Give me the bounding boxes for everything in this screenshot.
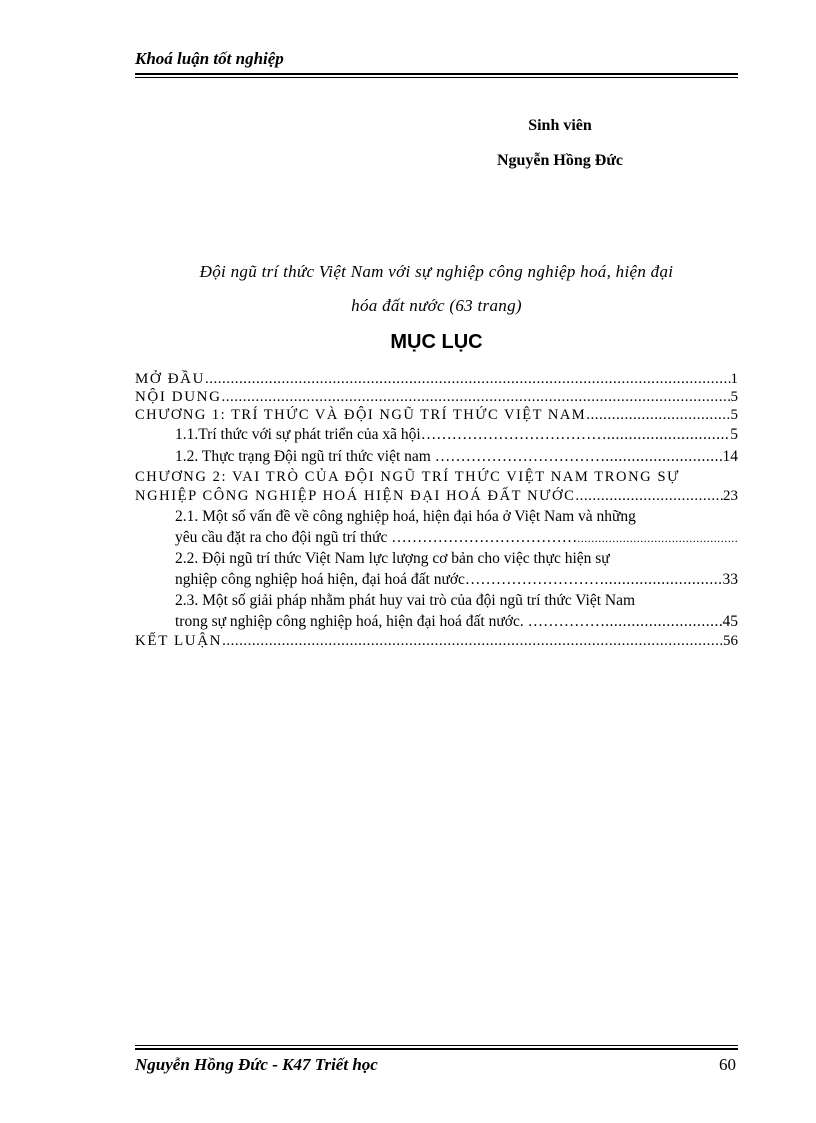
- toc-entry-2-2[interactable]: [135, 548, 738, 590]
- toc-entry-label: 1.2. Thực trạng Đội ngũ trí thức việt nam ……………………………: [175, 448, 606, 465]
- toc-entry-mo-dau[interactable]: [135, 370, 738, 388]
- footer-rule-thick: [135, 1048, 738, 1050]
- toc-heading: MỤC LỤC: [390, 331, 483, 353]
- toc-leader-dots: [604, 569, 722, 590]
- footer-rule-thin: [135, 1045, 738, 1046]
- running-header-title: Khoá luận tốt nghiệp: [135, 49, 284, 68]
- toc-leader-dots: [222, 632, 723, 650]
- toc-entry-label-line-2: NGHIỆP CÔNG NGHIỆP HOÁ HIỆN ĐẠI HOÁ ĐẤT NƯỚC: [135, 488, 576, 504]
- table-of-contents: [135, 370, 738, 650]
- toc-leader-dots: [586, 406, 730, 424]
- toc-entry-chuong-1[interactable]: [135, 406, 738, 424]
- student-name: Nguyễn Hồng Đức: [496, 152, 624, 169]
- toc-entry-label-line-1: 2.3. Một số giải pháp nhằm phát huy vai trò của đội ngũ trí thức Việt Nam: [175, 592, 636, 609]
- thesis-title-line-2: hóa đất nước (63 trang): [351, 296, 522, 315]
- toc-leader-dots: [205, 370, 730, 388]
- toc-entry-1-1[interactable]: [135, 424, 738, 446]
- toc-entry-page: 1: [730, 371, 738, 387]
- toc-entry-label-line-2: yêu cầu đặt ra cho đội ngũ trí thức ………………………………: [175, 529, 578, 546]
- toc-entry-page: 5: [730, 407, 738, 423]
- toc-entry-label-line-2: trong sự nghiệp công nghiệp hoá, hiện đại hoá đất nước. ……………: [175, 613, 606, 630]
- toc-leader-dots: [605, 611, 722, 632]
- student-label: Sinh viên: [528, 117, 592, 134]
- toc-entry-page: 14: [722, 448, 738, 465]
- toc-entry-label-line-1: 2.2. Đội ngũ trí thức Việt Nam lực lượng cơ bản cho việc thực hiện sự: [175, 550, 610, 567]
- toc-entry-label-line-1: CHƯƠNG 2: VAI TRÒ CỦA ĐỘI NGŨ TRÍ THỨC VIỆT NAM TRONG SỰ: [135, 469, 680, 485]
- toc-entry-label: NỘI DUNG: [135, 389, 222, 405]
- toc-entry-last-line: [175, 611, 738, 632]
- toc-entry-ket-luan[interactable]: [135, 632, 738, 650]
- toc-entry-noi-dung[interactable]: [135, 388, 738, 406]
- page-number: 60: [719, 1055, 736, 1074]
- toc-entry-last-line: [175, 569, 738, 590]
- thesis-title-line-1: Đội ngũ trí thức Việt Nam với sự nghiệp công nghiệp hoá, hiện đại: [199, 262, 674, 281]
- toc-entry-page: 23: [723, 488, 738, 504]
- toc-leader-dots: [605, 446, 722, 468]
- toc-entry-last-line: [175, 527, 738, 548]
- toc-entry-last-line: [135, 486, 738, 506]
- toc-entry-2-1[interactable]: [135, 506, 738, 548]
- toc-entry-chuong-2[interactable]: [135, 468, 738, 506]
- toc-leader-dots: [575, 486, 723, 506]
- toc-entry-page: 5: [730, 426, 738, 443]
- toc-leader-dots: [577, 528, 738, 548]
- toc-leader-dots: [607, 424, 731, 446]
- toc-entry-label-line-2: nghiệp công nghiệp hoá hiện, đại hoá đất nước………………………: [175, 571, 605, 588]
- toc-entry-page: 45: [722, 613, 738, 630]
- toc-entry-page: 33: [722, 571, 738, 588]
- toc-entry-label-line-1: 2.1. Một số vấn đề về công nghiệp hoá, hiện đại hóa ở Việt Nam và những: [175, 508, 636, 525]
- header-rule-thick: [135, 73, 738, 75]
- toc-entry-label: KẾT LUẬN: [135, 633, 223, 649]
- toc-entry-label: MỞ ĐẦU: [135, 371, 206, 387]
- toc-entry-page: 5: [730, 389, 738, 405]
- toc-entry-label: 1.1.Trí thức với sự phát triển của xã hội………………………………: [175, 426, 607, 443]
- toc-entry-2-3[interactable]: [135, 590, 738, 632]
- header-rule-thin: [135, 77, 738, 78]
- toc-entry-label: CHƯƠNG 1: TRÍ THỨC VÀ ĐỘI NGŨ TRÍ THỨC VIỆT NAM: [135, 407, 587, 423]
- footer-author: Nguyễn Hồng Đức - K47 Triết học: [135, 1055, 378, 1074]
- toc-entry-page: 56: [723, 633, 738, 649]
- toc-entry-1-2[interactable]: [135, 446, 738, 468]
- toc-leader-dots: [222, 388, 731, 406]
